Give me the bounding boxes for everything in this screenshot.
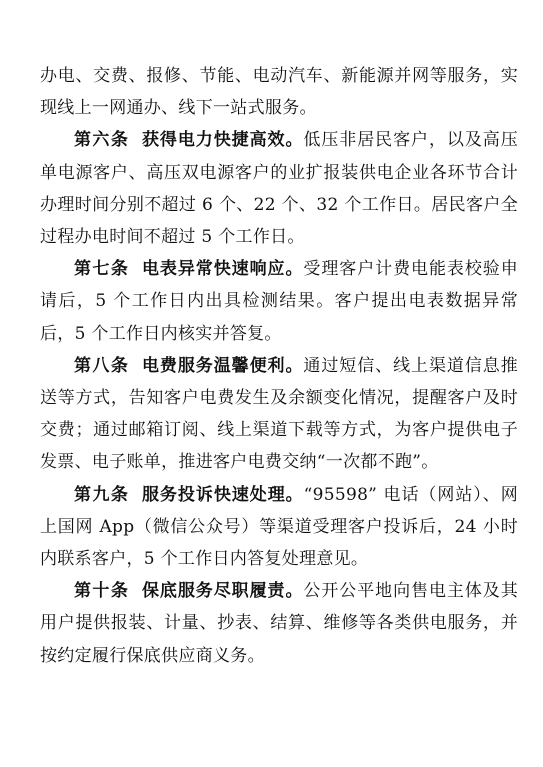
article-9-body: “95598” 电话（网站）、网上国网 App（微信公众号）等渠道受理客户投诉后，24 小时内联系客户，5 个工作日内答复处理意见。 [40,484,519,570]
article-6-title: 获得电力快捷高效。 [141,130,304,151]
article-7-paragraph [40,253,518,350]
article-9-title: 服务投诉快速处理。 [141,484,304,505]
article-8-body: 通过短信、线上渠道信息推送等方式，告知客户电费发生及余额变化情况，提醒客户及时交费；通过邮箱订阅、线上渠道下载等方式，为客户提供电子发票、电子账单，推进客户电费交纳“一次都不跑”。 [40,355,518,473]
article-7-title: 电表异常快速响应。 [141,259,304,280]
article-10-paragraph [40,575,518,672]
article-7-body: 受理客户计费电能表校验申请后，5 个工作日内出具检测结果。客户提出电表数据异常后，5 个工作日内核实并答复。 [40,259,518,344]
article-10-number: 第十条 [74,581,130,602]
article-8-number: 第八条 [74,355,130,376]
document-body [40,60,518,672]
article-6-paragraph [40,124,518,253]
article-10-body: 公开公平地向售电主体及其用户提供报装、计量、抄表、结算、维修等各类供电服务，并按约定履行保底供应商义务。 [40,581,518,666]
article-10-title: 保底服务尽职履责。 [141,581,304,602]
article-9-number: 第九条 [74,484,130,505]
article-8-paragraph [40,350,518,479]
article-6-body: 低压非居民客户，以及高压单电源客户、高压双电源客户的业扩报装供电企业各环节合计办理时间分别不超过 6 个、22 个、32 个工作日。居民客户全过程办电时间不超过 5 个工作日。 [40,130,518,248]
article-9-paragraph [40,479,518,576]
article-7-number: 第七条 [74,259,130,280]
article-6-number: 第六条 [74,130,130,151]
article-8-title: 电费服务温馨便利。 [141,355,304,376]
continuation-paragraph: 办电、交费、报修、节能、电动汽车、新能源并网等服务，实现线上一网通办、线下一站式服务。 [40,66,518,119]
